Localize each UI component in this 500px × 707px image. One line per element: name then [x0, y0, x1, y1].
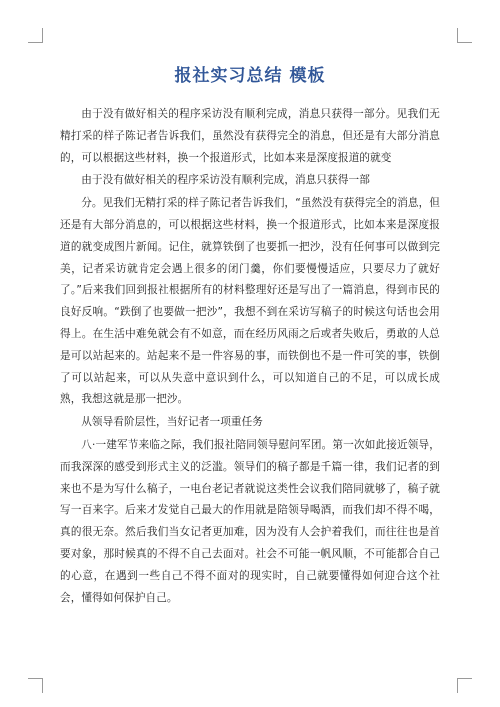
- crop-mark-top-left: [28, 28, 43, 43]
- section-heading: 从领导看阶层性，当好记者一项重任务: [81, 416, 263, 429]
- document-body: [60, 104, 440, 609]
- document-title: 报社实习总结 模板: [174, 66, 326, 86]
- crop-mark-bottom-left: [28, 678, 43, 693]
- paragraph-2: 由于没有做好相关的程序采访没有顺利完成，消息只获得一部: [81, 174, 370, 187]
- paragraph-1: 由于没有做好相关的程序采访没有顺利完成，消息只获得一部分。见我们无精打采的样子陈记者告诉我们，虽然没有获得完全的消息，但还是有大部分消息的，可以根据这些材料，换一个报道形式，比如本来是深度报道的就变: [60, 108, 440, 164]
- crop-mark-bottom-right: [457, 678, 472, 693]
- paragraph-3: 分。见我们无精打采的样子陈记者告诉我们，“虽然没有获得完全的消息，但还是有大部分消息的，可以根据这些材料，换一个报道形式，比如本来是深度报道的就变成图片新闻。记住，就算铁倒了也要抓一把沙，没有任何事可以做到完美，记者采访就肯定会遇上很多的闭门羹，你们要慢慢适应，只要尽力了就好了。”后来我们回到报社根据所有的材料整理好还是写出了一篇消息，得到市民的良好反响。“跌倒了也要做一把沙”，我想不到在采访写稿子的时候这句话也会用得上。在生活中难免就会有不如意，而在经历风雨之后或者失败后，勇敢的人总是可以站起来的。站起来不是一件容易的事，而铁倒也不是一件可笑的事，铁倒了可以站起来，可以从失意中意识到什么，可以知道自己的不足，可以成长成熟，我想这就是那一把沙。: [60, 197, 440, 406]
- paragraph-4: 八·一建军节来临之际，我们报社陪同领导慰问军团。第一次如此接近领导，而我深深的感受到形式主义的泛滥。领导们的稿子都是千篇一律，我们记者的到来也不是为写什么稿子，一电台老记者就说这类性会议我们陪同就够了，稿子就写一百来字。后来才发觉自己最大的作用就是陪领导喝酒，而我们却不得不喝，真的很无奈。然后我们当女记者更加难，因为没有人会护着我们，而往往也是首要对象，那时候真的不得不自己去面对。社会不可能一帆风顺，不可能都合自己的心意，在遇到一些自己不得不面对的现实时，自己就要懂得如何迎合这个社会，懂得如何保护自己。: [60, 438, 440, 604]
- crop-mark-top-right: [457, 28, 472, 43]
